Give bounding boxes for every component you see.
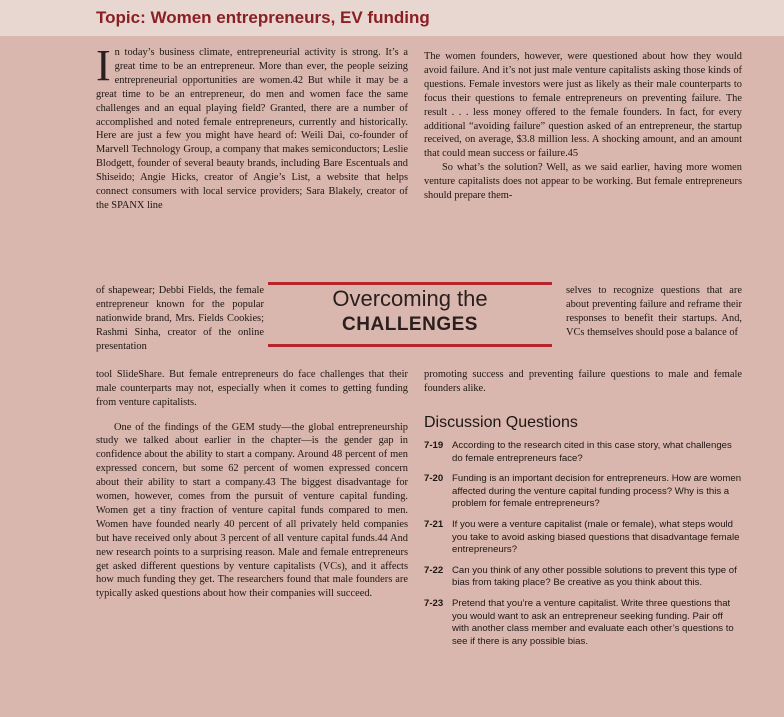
- question-number: 7-22: [424, 564, 444, 576]
- page-title: Topic: Women entrepreneurs, EV funding: [96, 8, 430, 27]
- question-number: 7-20: [424, 473, 444, 485]
- question-number: 7-23: [424, 597, 444, 609]
- question-text: Funding is an important decision for entrepreneurs. How are women affected during the venture capital funding process? Why is this a problem for female entrepreneurs?: [452, 473, 742, 510]
- discussion-list: [424, 440, 742, 656]
- discussion-item: [424, 598, 742, 648]
- question-number: 7-21: [424, 518, 444, 530]
- discussion-item: [424, 473, 742, 511]
- left-para1-wrap: of shapewear; Debbi Fields, the female entrepreneur known for the popular nationwide brand, Mrs. Fields Cookies; Rashmi Sinha, creator of the online presentation: [96, 285, 264, 353]
- left-para2: One of the findings of the GEM study—the global entrepreneurship study we talked about earlier in the chapter—is the gender gap in confidence about the ability to start a company. Around 48 percent of men expressed concern, but some 62 percent of women expressed concern about their ability to start a company.43 The biggest disadvantage for women, however, comes from the pursuit of venture capital funding. Women get a tiny fraction of venture capital funds compared to men. Women have founded nearly 40 percent of all privately held companies but have received only about 3 percent of all venture capital funds.44 And new research points to a surprising reason. Male and female entrepreneurs get asked different questions by venture capitalists (VCs), and it affects how much funding they get. The researchers found that male founders are typically asked questions about how their companies will succeed.: [96, 421, 408, 600]
- discussion-item: [424, 565, 742, 590]
- left-para1-bottom: tool SlideShare. But female entrepreneurs do face challenges that their male counterparts may not, especially when it comes to getting funding from venture capitalists.: [96, 369, 408, 409]
- right-para1: The women founders, however, were questioned about how they would avoid failure. And it’s not just male venture capitalists asking those kinds of questions. Female investors were just as likely as their male counterparts to focus their questions to female entrepreneurs on preventing failure. The result . . . less money offered to the female founders. In fact, for every additional “avoiding failure” question asked of an entrepreneur, the startup received, on average, $3.8 million less. A shocking amount, and an amount that could mean success or failure.45: [424, 51, 742, 160]
- right-column-bottom: [424, 358, 742, 407]
- right-para2-bottom: promoting success and preventing failure questions to male and female founders alike.: [424, 369, 742, 395]
- drop-cap: I: [96, 41, 111, 90]
- question-text: If you were a venture capitalist (male or female), what steps would you take to avoid asking biased questions that disadvantage female entrepreneurs?: [452, 518, 740, 556]
- callout-box: [268, 274, 552, 350]
- question-text: Can you think of any other possible solutions to prevent this type of bias from taking place? Be creative as you think about this.: [452, 564, 737, 589]
- question-number: 7-19: [424, 440, 444, 451]
- callout-title: Overcoming the: [332, 286, 488, 311]
- right-column-top: [424, 50, 742, 203]
- left-column-top: [96, 41, 408, 213]
- discussion-title: Discussion Questions: [424, 414, 578, 431]
- callout-rule-bottom: [268, 344, 552, 347]
- topic-bar: [0, 0, 784, 36]
- callout-rule-top: [268, 282, 552, 285]
- left-column-bottom: [96, 358, 408, 612]
- question-text: Pretend that you’re a venture capitalist. Write three questions that you would want to ask an entrepreneur seeking funding. Pair off with another class member and evaluate each other’s questions to see if there is any possible bias.: [452, 597, 734, 647]
- left-para1-top: n today’s business climate, entrepreneurial activity is strong. It’s a great time to be an entrepreneur. More than ever, the people seizing entrepreneurial opportunities are women.42 But while it may be a great time to be an entrepreneur, do men and women face the same challenges and an equal playing field? Granted, there are a number of accomplished and noted female entrepreneurs, currently and historically. Here are just a few you might have heard of: Weili Dai, co-founder of Marvell Technology Group, a company that makes semiconductors; Leslie Blodgett, founder of several beauty brands, including Bare Escentuals and Shiseido; Angie Hicks, creator of Angie’s List, a website that helps connect consumers with local service providers; Sara Blakely, creator of the SPANX line: [96, 47, 408, 211]
- question-text: According to the research cited in this case story, what challenges do female entrepreneurs face?: [452, 440, 732, 464]
- right-para2-wrap: selves to recognize questions that are about preventing failure and reframe their responses to benefit their startups. And, VCs themselves should pose a balance of: [566, 285, 742, 339]
- discussion-item: [424, 440, 742, 465]
- right-para2-top: So what’s the solution? Well, as we said earlier, having more women venture capitalists does not appear to be working. But female entrepreneurs should prepare them-: [424, 162, 742, 202]
- right-column-wrap: [566, 274, 742, 350]
- left-column-wrap: [96, 274, 264, 364]
- discussion-item: [424, 519, 742, 557]
- callout-subtitle: CHALLENGES: [342, 314, 478, 335]
